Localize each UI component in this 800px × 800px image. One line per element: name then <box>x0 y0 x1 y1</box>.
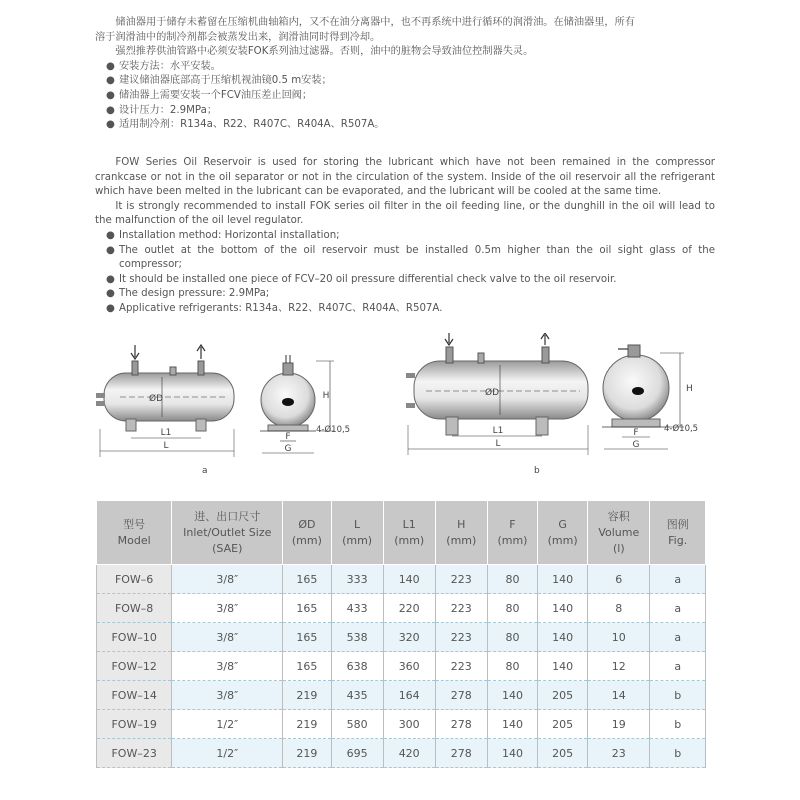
cn-intro-line1: 储油器用于储存未蓄留在压缩机曲轴箱内，又不在油分离器中，也不再系统中进行循环的润滑油。在储油器里，所有 <box>115 17 635 28</box>
table-cell: a <box>650 594 706 623</box>
table-cell: 433 <box>331 594 383 623</box>
table-cell: 223 <box>435 652 487 681</box>
col-g: G (mm) <box>538 501 588 565</box>
table-cell: 140 <box>487 710 537 739</box>
table-cell: 538 <box>331 623 383 652</box>
en-bullet: ● Applicative refrigerants: R134a、R22、R407C、R404A、R507A. <box>95 302 715 317</box>
cn-bullet: ● 建议储油器底部高于压缩机视油镜0.5 m安装； <box>95 74 715 89</box>
table-cell: 165 <box>283 594 331 623</box>
table-cell: 165 <box>283 565 331 594</box>
bullet-icon: ● <box>106 244 115 256</box>
en-bullet: ● The design pressure: 2.9MPa; <box>95 287 715 302</box>
holes-label-b: 4-Ø10,5 <box>664 424 699 434</box>
model-cell: FOW–10 <box>97 623 172 652</box>
table-cell: 3/8″ <box>172 652 283 681</box>
table-cell: 205 <box>538 739 588 768</box>
table-cell: 220 <box>383 594 435 623</box>
figure-b-end-view <box>602 345 698 450</box>
table-cell: 140 <box>538 565 588 594</box>
table-cell: 420 <box>383 739 435 768</box>
bullet-icon: ● <box>106 75 115 87</box>
table-cell: 223 <box>435 565 487 594</box>
table-cell: 205 <box>538 681 588 710</box>
table-cell: 164 <box>383 681 435 710</box>
cn-recommend: 强烈推荐供油管路中必须安装FOK系列油过滤器。否则，油中的脏物会导致油位控制器失灵。 <box>115 46 534 58</box>
table-cell: 3/8″ <box>172 594 283 623</box>
h-label: H <box>322 391 330 401</box>
table-cell: 1/2″ <box>172 739 283 768</box>
table-cell: 140 <box>538 594 588 623</box>
figure-b-caption: b <box>534 466 540 476</box>
table-header-row <box>97 501 706 565</box>
f-label-b: F <box>633 428 639 438</box>
cn-bullet: ● 设计压力：2.9MPa； <box>95 104 715 119</box>
table-cell: 3/8″ <box>172 565 283 594</box>
table-cell: 333 <box>331 565 383 594</box>
figure-a-caption: a <box>202 466 208 476</box>
bullet-icon: ● <box>106 302 115 314</box>
figure-b-side-view <box>406 333 588 455</box>
table-cell: b <box>650 739 706 768</box>
bullet-icon: ● <box>106 60 115 72</box>
table-cell: 165 <box>283 652 331 681</box>
table-cell: 12 <box>588 652 650 681</box>
table-cell: 3/8″ <box>172 681 283 710</box>
model-cell: FOW–8 <box>97 594 172 623</box>
table-cell: 140 <box>538 652 588 681</box>
table-cell: 80 <box>487 594 537 623</box>
h-label-b: H <box>686 384 693 394</box>
en-bullet: ● Installation method: Horizontal installation; <box>95 229 715 244</box>
col-inlet-outlet: 进、出口尺寸 Inlet/Outlet Size (SAE) <box>172 501 283 565</box>
f-label: F <box>285 432 291 442</box>
table-row <box>97 623 706 652</box>
table-cell: 1/2″ <box>172 710 283 739</box>
table-cell: 14 <box>588 681 650 710</box>
table-cell: 278 <box>435 710 487 739</box>
g-label: G <box>284 444 292 454</box>
table-row <box>97 710 706 739</box>
col-model: 型号 Model <box>97 501 172 565</box>
table-cell: b <box>650 710 706 739</box>
en-bullet: ● It should be installed one piece of FCV–20 oil pressure differential check valve to the oil reservoir. <box>95 273 715 288</box>
technical-drawings <box>90 333 720 483</box>
table-cell: 223 <box>435 594 487 623</box>
model-cell: FOW–14 <box>97 681 172 710</box>
figure-a-end-view <box>260 355 350 454</box>
l1-label-b: L1 <box>492 426 504 436</box>
table-cell: 580 <box>331 710 383 739</box>
cn-bullet: ● 适用制冷剂：R134a、R22、R407C、R404A、R507A。 <box>95 118 715 133</box>
table-cell: 435 <box>331 681 383 710</box>
cn-intro-line2: 溶于润滑油中的制冷剂都会被蒸发出来，润滑油同时得到冷却。 <box>95 31 381 43</box>
l1-label: L1 <box>160 428 172 438</box>
table-cell: 219 <box>283 681 331 710</box>
table-cell: 19 <box>588 710 650 739</box>
bullet-icon: ● <box>106 273 115 285</box>
table-cell: 80 <box>487 623 537 652</box>
g-label-b: G <box>632 440 640 450</box>
col-fig: 图例 Fig. <box>650 501 706 565</box>
bullet-icon: ● <box>106 104 115 116</box>
table-cell: 23 <box>588 739 650 768</box>
cn-bullet: ● 储油器上需要安装一个FCV油压差止回阀； <box>95 89 715 104</box>
col-volume: 容积 Volume (l) <box>588 501 650 565</box>
spec-table <box>96 500 706 768</box>
table-cell: 165 <box>283 623 331 652</box>
table-cell: a <box>650 565 706 594</box>
en-para1: FOW Series Oil Reservoir is used for storing the lubricant which have not been remained in the compressor crankcase or not in the oil separator or not in the circulation of the system. Inside of the oil reservoir all the refrigerant which have been melted in the lubricant can be evaporated, and the lubricant will be cooled at the same time. <box>95 157 715 198</box>
l-label: L <box>163 441 169 451</box>
table-cell: 638 <box>331 652 383 681</box>
od-label-b: ØD <box>484 388 500 398</box>
col-l1: L1 (mm) <box>383 501 435 565</box>
table-row <box>97 565 706 594</box>
table-cell: 320 <box>383 623 435 652</box>
table-cell: b <box>650 681 706 710</box>
table-cell: 140 <box>538 623 588 652</box>
english-description <box>95 156 715 317</box>
table-cell: a <box>650 652 706 681</box>
table-cell: 300 <box>383 710 435 739</box>
holes-label: 4-Ø10,5 <box>316 425 351 435</box>
en-bullet: ● The outlet at the bottom of the oil reservoir must be installed 0.5m higher than the oil sight glass of the compressor; <box>106 244 715 271</box>
col-od: ØD (mm) <box>283 501 331 565</box>
table-cell: a <box>650 623 706 652</box>
table-row <box>97 652 706 681</box>
table-cell: 140 <box>487 681 537 710</box>
figure-a-side-view <box>96 345 234 457</box>
model-cell: FOW–12 <box>97 652 172 681</box>
table-cell: 6 <box>588 565 650 594</box>
table-cell: 205 <box>538 710 588 739</box>
table-cell: 140 <box>487 739 537 768</box>
model-cell: FOW–23 <box>97 739 172 768</box>
cn-bullet: ● 安装方法：水平安装。 <box>95 60 715 75</box>
model-cell: FOW–19 <box>97 710 172 739</box>
table-cell: 80 <box>487 565 537 594</box>
bullet-icon: ● <box>106 89 115 101</box>
col-l: L (mm) <box>331 501 383 565</box>
table-cell: 219 <box>283 710 331 739</box>
l-label-b: L <box>495 439 501 449</box>
table-cell: 10 <box>588 623 650 652</box>
table-row <box>97 739 706 768</box>
table-cell: 278 <box>435 681 487 710</box>
chinese-description <box>95 16 715 133</box>
table-row <box>97 594 706 623</box>
od-label: ØD <box>148 394 164 404</box>
table-cell: 219 <box>283 739 331 768</box>
col-f: F (mm) <box>487 501 537 565</box>
table-row <box>97 681 706 710</box>
model-cell: FOW–6 <box>97 565 172 594</box>
table-cell: 3/8″ <box>172 623 283 652</box>
en-para2: It is strongly recommended to install FOK series oil filter in the oil feeding line, or the dunghill in the oil will lead to the malfunction of the oil level regulator. <box>95 200 715 227</box>
table-cell: 223 <box>435 623 487 652</box>
bullet-icon: ● <box>106 229 115 241</box>
table-cell: 8 <box>588 594 650 623</box>
table-cell: 140 <box>383 565 435 594</box>
bullet-icon: ● <box>106 119 115 131</box>
table-cell: 278 <box>435 739 487 768</box>
bullet-icon: ● <box>106 288 115 300</box>
table-cell: 80 <box>487 652 537 681</box>
col-h: H (mm) <box>435 501 487 565</box>
table-cell: 360 <box>383 652 435 681</box>
table-cell: 695 <box>331 739 383 768</box>
